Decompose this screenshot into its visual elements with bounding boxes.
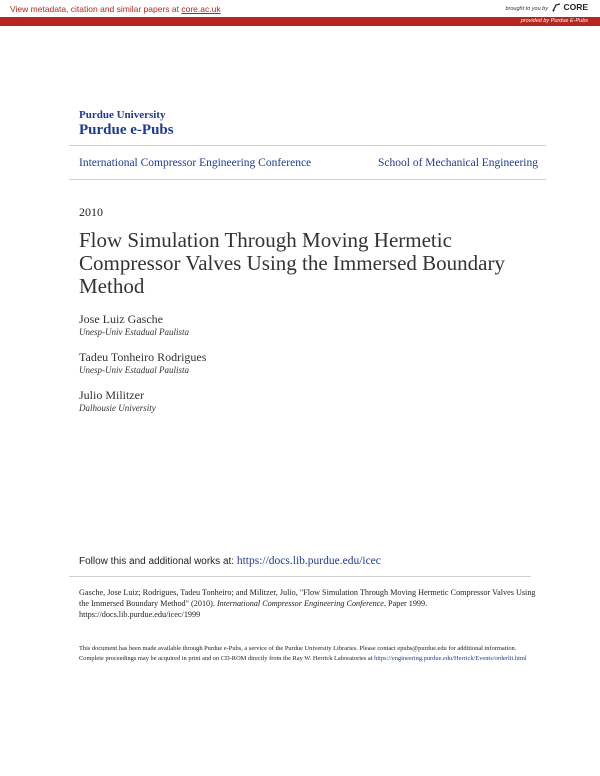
divider-top	[69, 145, 546, 146]
citation-block	[79, 587, 539, 620]
provided-by: provided by Purdue E-Pubs	[520, 18, 588, 24]
author-affiliation: Unesp-Univ Estadual Paulista	[79, 365, 189, 375]
core-red-strip	[0, 17, 600, 26]
core-banner	[0, 0, 600, 26]
core-view-metadata	[10, 4, 221, 14]
author-name: Julio Militzer	[79, 388, 144, 402]
citation-paper: . Paper 1999.	[383, 599, 428, 608]
citation-text: Gasche, Jose Luiz; Rodrigues, Tadeu Tonheiro; and Militzer, Julio, "Flow Simulation Through Moving Hermetic Compressor Valves Using the Immersed Boundary Method" (2010).	[79, 588, 536, 608]
author-affiliation: Dalhousie University	[79, 403, 156, 413]
core-logo[interactable]	[552, 2, 588, 12]
follow-text: Follow this and additional works at:	[79, 556, 237, 567]
brought-to-you-by: brought to you by	[505, 6, 548, 12]
notice-line-2	[79, 654, 539, 664]
herrick-link[interactable]: https://engineering.purdue.edu/Herrick/Events/orderlit.html	[374, 654, 527, 662]
author-name: Jose Luiz Gasche	[79, 312, 163, 326]
follow-line	[79, 555, 381, 567]
author-affiliation: Unesp-Univ Estadual Paulista	[79, 327, 189, 337]
core-logo-text: CORE	[563, 2, 588, 12]
divider-nav	[69, 179, 546, 180]
paper-year: 2010	[79, 205, 103, 219]
repository-name[interactable]: Purdue e-Pubs	[79, 122, 174, 138]
citation-url[interactable]: https://docs.lib.purdue.edu/icec/1999	[79, 610, 201, 619]
follow-link[interactable]: https://docs.lib.purdue.edu/icec	[236, 555, 381, 567]
school-link[interactable]: School of Mechanical Engineering	[378, 157, 538, 169]
divider-citation	[69, 576, 531, 577]
availability-notice	[79, 644, 539, 663]
core-ac-uk-link[interactable]: core.ac.uk	[181, 4, 221, 14]
author-name: Tadeu Tonheiro Rodrigues	[79, 350, 207, 364]
core-logo-icon	[552, 3, 561, 12]
paper-title: Flow Simulation Through Moving Hermetic Compressor Valves Using the Immersed Boundary Method	[79, 228, 505, 298]
university-name[interactable]: Purdue University	[79, 109, 166, 121]
conference-link[interactable]: International Compressor Engineering Conference	[79, 157, 312, 169]
notice-line-2-text: Complete proceedings may be acquired in print and on CD-ROM directly from the Ray W. Herrick Laboratories at	[79, 654, 375, 662]
core-view-text: View metadata, citation and similar papers at	[10, 4, 182, 14]
notice-line-1: This document has been made available through Purdue e-Pubs, a service of the Purdue University Libraries. Please contact epubs@purdue.edu for additional information.	[79, 645, 517, 652]
citation-conference: International Compressor Engineering Conference	[216, 599, 384, 608]
